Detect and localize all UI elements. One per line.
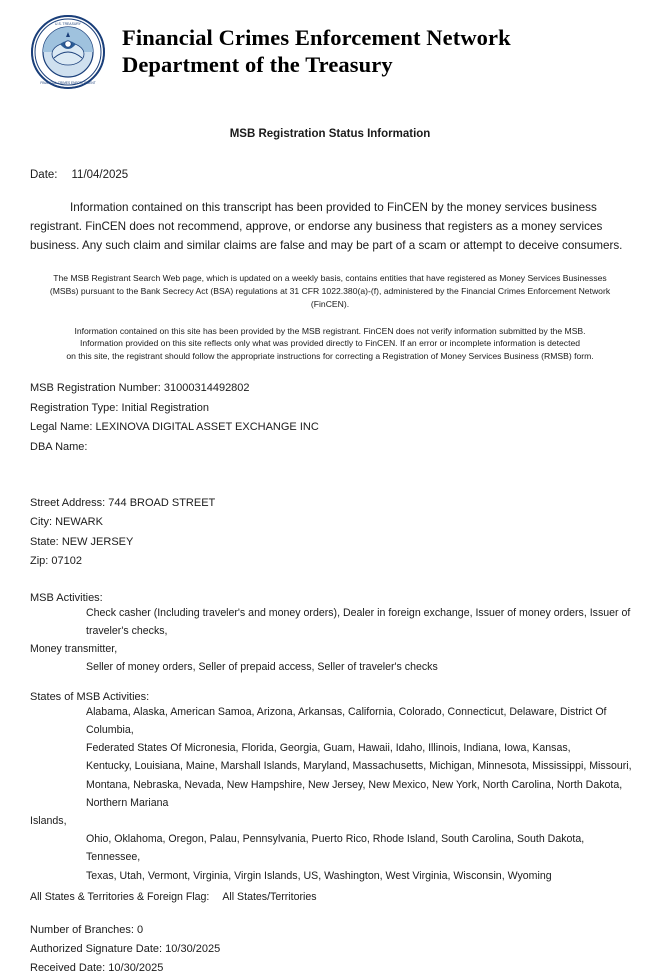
field-legal-name: [30, 418, 638, 438]
states-line-4: Montana, Nebraska, Nevada, New Hampshire, New Jersey, New Mexico, New York, North Carolina, North Dakota, Northern Mariana: [86, 778, 623, 809]
fineprint-disclaimer-line3: on this site, the registrant should follow the appropriate instructions for correcting a Registration of Money Services Business (RMSB) form.: [66, 351, 594, 362]
fineprint-disclaimer-line2: Information provided on this site reflects only what was provided directly to FinCEN. If an error or incomplete information is detected: [79, 338, 581, 349]
states-line-3: Kentucky, Louisiana, Maine, Marshall Islands, Maryland, Massachusetts, Michigan, Minnesota, Mississippi, Missouri,: [86, 760, 632, 773]
legal-name-label: Legal Name:: [30, 421, 93, 434]
registration-type-value: Initial Registration: [121, 401, 209, 414]
fineprint-bsa-note: The MSB Registrant Search Web page, which is updated on a weekly basis, contains entities that have registered as Money Services Businesses (MSBs) pursuant to the Bank Secrecy Act (BSA) regulations at 31 CFR 1022.380(a)-(f), administered by the Financial Crimes Enforcement Network (FinCEN).: [49, 272, 611, 309]
states-line-5: Islands,: [30, 815, 67, 828]
states-line-2: Federated States Of Micronesia, Florida, Georgia, Guam, Hawaii, Idaho, Illinois, Indiana, Iowa, Kansas,: [86, 742, 571, 755]
address-fields: [30, 494, 638, 572]
dba-name-label: DBA Name:: [30, 440, 88, 453]
branches-value: 0: [137, 923, 144, 936]
page-title: MSB Registration Status Information: [229, 128, 431, 140]
all-states-value: All States/Territories: [222, 890, 317, 903]
street-address-label: Street Address:: [30, 496, 106, 509]
field-received-date: [30, 959, 638, 978]
svg-text:FINANCIAL CRIMES ENFORCEMENT: FINANCIAL CRIMES ENFORCEMENT: [40, 81, 96, 85]
registration-fields: [30, 379, 638, 457]
field-state: [30, 533, 638, 553]
field-number-of-branches: [30, 921, 638, 940]
all-states-label: All States & Territories & Foreign Flag:: [30, 890, 210, 903]
msb-activities-label: MSB Activities:: [30, 591, 103, 604]
all-states-territories-row: [30, 891, 638, 903]
states-of-activities-label: States of MSB Activities:: [30, 690, 150, 703]
auth-signature-value: 10/30/2025: [165, 943, 221, 956]
svg-text:U.S. TREASURY: U.S. TREASURY: [55, 22, 81, 26]
states-line-6: Ohio, Oklahoma, Oregon, Palau, Pennsylvania, Puerto Rico, Rhode Island, South Carolina, South Dakota, Tennessee,: [86, 833, 585, 864]
agency-title: [122, 25, 511, 78]
received-date-label: Received Date:: [30, 962, 106, 975]
field-zip: [30, 552, 638, 572]
field-street-address: [30, 494, 638, 514]
field-registration-number: [30, 379, 638, 399]
city-label: City:: [30, 516, 52, 529]
legal-name-value: LEXINOVA DIGITAL ASSET EXCHANGE INC: [95, 421, 319, 434]
date-line: [30, 169, 638, 181]
registration-type-label: Registration Type:: [30, 401, 119, 414]
date-value: 11/04/2025: [71, 169, 129, 181]
date-label: Date:: [30, 169, 58, 181]
footer-fields: [30, 921, 638, 979]
zip-value: 07102: [51, 555, 82, 568]
branches-label: Number of Branches:: [30, 923, 134, 936]
registration-number-value: 31000314492802: [163, 382, 250, 395]
state-value: NEW JERSEY: [61, 535, 134, 548]
registration-number-label: MSB Registration Number:: [30, 382, 161, 395]
city-value: NEWARK: [55, 516, 103, 529]
fineprint-disclaimer-line1: Information contained on this site has been provided by the MSB registrant. FinCEN does not verify information submitted by the MSB.: [74, 325, 586, 336]
field-city: [30, 513, 638, 533]
agency-title-line1: Financial Crimes Enforcement Network: [122, 25, 511, 51]
states-line-7: Texas, Utah, Vermont, Virginia, Virgin Islands, US, Washington, West Virginia, Wisconsin, Wyoming: [86, 869, 552, 882]
document-header: [22, 0, 638, 94]
treasury-fincen-seal-icon: [30, 14, 106, 90]
states-line-1: Alabama, Alaska, American Samoa, Arizona, Arkansas, California, Colorado, Connecticut, Delaware, District Of Columbia,: [86, 705, 607, 736]
field-dba-name: [30, 438, 638, 458]
intro-paragraph: Information contained on this transcript has been provided to FinCEN by the money services business registrant. FinCEN does not recommend, approve, or endorse any business that registers as a money services business. Any such claim and similar claims are false and may be part of a scam or attempt to deceive consumers.: [30, 201, 623, 252]
auth-signature-label: Authorized Signature Date:: [30, 943, 163, 956]
msb-activities-line-2: Money transmitter,: [30, 643, 118, 656]
street-address-value: 744 BROAD STREET: [108, 496, 216, 509]
msb-activities-line-3: Seller of money orders, Seller of prepaid access, Seller of traveler's checks: [86, 661, 438, 674]
field-registration-type: [30, 399, 638, 419]
field-authorized-signature-date: [30, 940, 638, 959]
msb-activities-line-1: Check casher (Including traveler's and money orders), Dealer in foreign exchange, Issuer of money orders, Issuer of traveler's checks,: [86, 606, 631, 638]
state-label: State:: [30, 535, 59, 548]
zip-label: Zip:: [30, 555, 49, 568]
received-date-value: 10/30/2025: [108, 962, 164, 975]
agency-title-line2: Department of the Treasury: [122, 52, 393, 77]
fineprint-disclaimer: [22, 325, 638, 364]
